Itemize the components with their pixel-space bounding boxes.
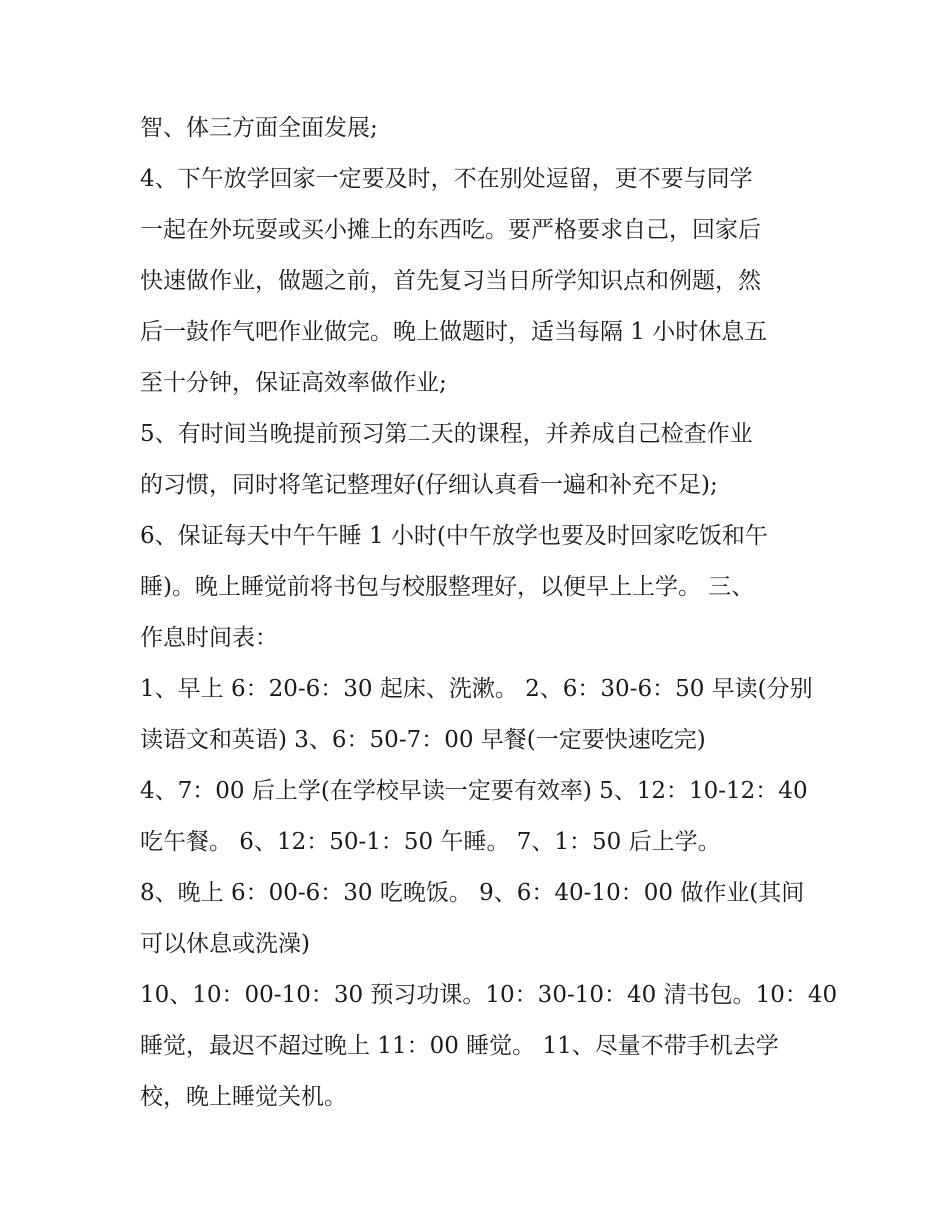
text-line: 6、保证每天中午午睡 1 小时(中午放学也要及时回家吃饭和午 xyxy=(140,523,768,549)
text-line: 校，晚上睡觉关机。 xyxy=(140,1084,347,1110)
text-line: 可以休息或洗澡) xyxy=(140,931,310,957)
text-line: 至十分钟，保证高效率做作业; xyxy=(140,370,447,396)
text-line: 智、体三方面全面发展; xyxy=(140,115,378,141)
text-line: 4、7：00 后上学(在学校早读一定要有效率) 5、12：10-12：40 xyxy=(140,778,808,804)
text-line: 5、有时间当晚提前预习第二天的课程，并养成自己检查作业 xyxy=(140,421,753,447)
text-line: 快速做作业，做题之前，首先复习当日所学知识点和例题，然 xyxy=(140,268,761,294)
text-line: 睡)。晚上睡觉前将书包与校服整理好，以便早上上学。 三、 xyxy=(140,574,755,600)
text-line: 作息时间表： xyxy=(140,625,278,651)
text-line: 的习惯，同时将笔记整理好(仔细认真看一遍和补充不足); xyxy=(140,472,718,498)
text-line: 后一鼓作气吧作业做完。晚上做题时，适当每隔 1 小时休息五 xyxy=(140,319,768,345)
text-line: 4、下午放学回家一定要及时，不在别处逗留，更不要与同学 xyxy=(140,166,753,192)
text-line: 8、晚上 6：00-6：30 吃晚饭。 9、6：40-10：00 做作业(其间 xyxy=(140,880,805,906)
text-line: 一起在外玩耍或买小摊上的东西吃。要严格要求自己，回家后 xyxy=(140,217,761,243)
text-line: 睡觉，最迟不超过晚上 11：00 睡觉。 11、尽量不带手机去学 xyxy=(140,1033,779,1059)
text-line: 读语文和英语) 3、6：50-7：00 早餐(一定要快速吃完) xyxy=(140,727,706,753)
text-line: 10、10：00-10：30 预习功课。10：30-10：40 清书包。10：40 xyxy=(140,982,838,1008)
text-line: 1、早上 6：20-6：30 起床、洗漱。 2、6：30-6：50 早读(分别 xyxy=(140,676,813,702)
text-line: 吃午餐。 6、12：50-1：50 午睡。 7、1：50 后上学。 xyxy=(140,829,721,855)
